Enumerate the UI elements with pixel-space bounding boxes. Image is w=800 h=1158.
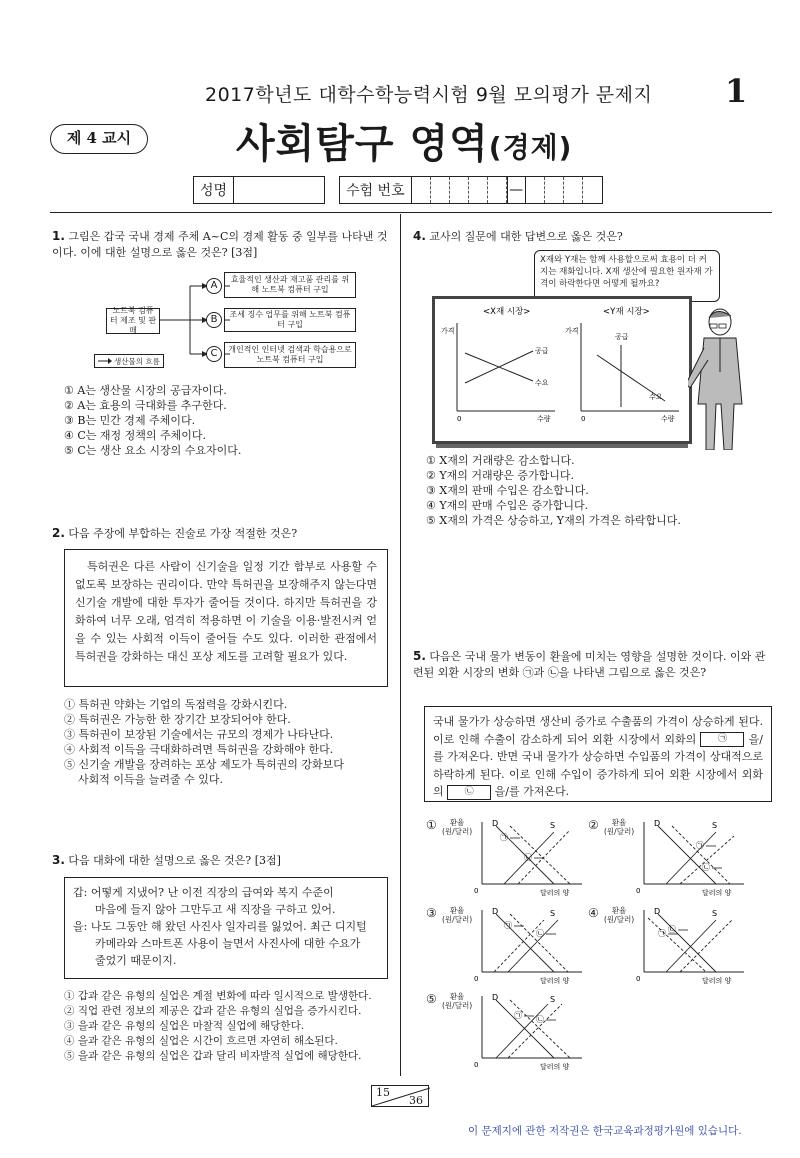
origin-label: 0 bbox=[474, 887, 479, 895]
dialog-line-eul bbox=[73, 918, 379, 935]
name-label: 성명 bbox=[194, 177, 234, 203]
q5-option-graph[interactable] bbox=[426, 818, 576, 898]
demand-curve bbox=[648, 918, 706, 972]
demand-label: 수요 bbox=[649, 393, 663, 401]
dialog-text: 마음에 들지 않아 그만두고 새 직장을 구하고 있어. bbox=[95, 903, 336, 916]
option-continuation: 사회적 이득을 늘려줄 수 있다. bbox=[78, 773, 223, 786]
subject-name: 사회탐구 영역 bbox=[236, 121, 489, 167]
name-box bbox=[193, 176, 325, 204]
marker-2: ㉡ bbox=[536, 1015, 544, 1024]
teacher-illustration bbox=[688, 304, 746, 450]
question-text: 다음 주장에 부합하는 진술로 가장 적절한 것은? bbox=[68, 527, 298, 540]
entity-c-desc: 개인적인 인터넷 검색과 학습용으로 노트북 컴퓨터 구입 bbox=[224, 342, 356, 368]
y-axis-unit: (원/달러) bbox=[442, 827, 473, 836]
option[interactable]: ③ X재의 판매 수입은 감소합니다. bbox=[426, 484, 589, 497]
q5-option-graph[interactable] bbox=[426, 992, 576, 1072]
question-4 bbox=[413, 228, 773, 245]
x-axis-label: 달러의 양 bbox=[540, 889, 570, 897]
question-number: 2. bbox=[52, 526, 65, 540]
option-number: ① bbox=[426, 818, 437, 832]
option[interactable]: ④ 을과 같은 유형의 실업은 시간이 흐르면 자연히 해소된다. bbox=[64, 1035, 338, 1047]
exam-number-cell[interactable] bbox=[450, 177, 469, 203]
x-axis-label: 달러의 양 bbox=[540, 1063, 570, 1071]
exam-number-box bbox=[339, 176, 603, 204]
supply-label: S bbox=[712, 909, 718, 918]
option[interactable]: ① A는 생산물 시장의 공급자이다. bbox=[64, 384, 227, 397]
option[interactable]: ① 갑과 같은 유형의 실업은 계절 변화에 따라 일시적으로 발생한다. bbox=[64, 990, 372, 1002]
y-axis-label bbox=[442, 992, 472, 1010]
q3-dialog bbox=[64, 877, 388, 979]
supply-curve bbox=[508, 920, 558, 972]
option[interactable]: ② 직업 관련 정보의 제공은 갑과 같은 유형의 실업을 증가시킨다. bbox=[64, 1005, 362, 1017]
q2-passage: 특허권은 다른 사람이 신기술을 일정 기간 함부로 사용할 수 없도록 보장하는 권리이다. 만약 특허권을 보장해주지 않는다면 신기술 개발에 대한 투자가 줄어들 것이다. 하지만 특허권을 강화하여 너무 오래, 엄격히 적용하면 이 기술을 이용·발전시켜 얻을 수 있는 사회적 이득이 줄어들 수도 있다. 이러한 관점에서 특허권을 강화하는 대신 포상 제도를 고려할 필요가 있다. bbox=[64, 549, 388, 687]
question-1-stem bbox=[52, 228, 392, 261]
y-axis-title: 환율 bbox=[449, 992, 465, 1001]
entity-b: B bbox=[206, 312, 222, 328]
demand-label: D bbox=[492, 907, 499, 916]
qty-label: 수량 bbox=[661, 415, 675, 423]
question-3 bbox=[52, 852, 392, 869]
x-market-title: <X재 시장> bbox=[483, 307, 531, 317]
option[interactable]: ① 특허권 약화는 기업의 독점력을 강화시킨다. bbox=[64, 698, 288, 711]
exam-number-cell[interactable] bbox=[488, 177, 507, 203]
demand-label: 수요 bbox=[535, 379, 549, 387]
supply-curve bbox=[680, 836, 734, 884]
question-number: 3. bbox=[52, 853, 65, 867]
demand-curve bbox=[658, 826, 716, 884]
marker-1: ㉠ bbox=[500, 833, 508, 842]
exam-number-cell[interactable] bbox=[526, 177, 545, 203]
exam-number-cell[interactable] bbox=[431, 177, 450, 203]
y-axis-title: 환율 bbox=[611, 818, 627, 827]
q5-option-graph[interactable] bbox=[588, 906, 738, 986]
marker-2: ㉡ bbox=[668, 925, 676, 934]
teacher-speech-bubble: X재와 Y재는 함께 사용할으로써 효용이 더 커지는 재화입니다. X재 생산에 필요한 원자재 가격이 하락한다면 어떻게 될까요? bbox=[534, 250, 720, 302]
exchange-market-graph bbox=[474, 906, 594, 986]
price-label: 가격 bbox=[565, 327, 579, 335]
copyright-notice: 이 문제지에 관한 저작권은 한국교육과정평가원에 있습니다. bbox=[468, 1125, 742, 1137]
y-axis-title: 환율 bbox=[611, 906, 627, 915]
demand-curve bbox=[510, 1000, 570, 1058]
q4-options bbox=[426, 453, 681, 528]
legend-text: 생산물의 흐름 bbox=[114, 356, 160, 366]
name-field[interactable] bbox=[234, 177, 324, 203]
question-5 bbox=[413, 648, 775, 681]
demand-label: D bbox=[492, 993, 499, 1002]
supply-label: S bbox=[550, 995, 556, 1004]
supply-label: 공급 bbox=[535, 347, 549, 355]
page-number: 1 bbox=[725, 72, 748, 110]
page-current: 15 bbox=[376, 1086, 390, 1099]
y-axis-title: 환율 bbox=[449, 906, 465, 915]
supply-label: S bbox=[712, 821, 718, 830]
y-axis-unit: (원/달러) bbox=[604, 827, 635, 836]
y-axis-unit: (원/달러) bbox=[442, 1001, 473, 1010]
option[interactable]: ② Y재의 거래량은 증가합니다. bbox=[426, 469, 574, 482]
demand-curve bbox=[672, 826, 730, 884]
origin-label: 0 bbox=[474, 1061, 479, 1069]
x-axis-label: 달러의 양 bbox=[540, 977, 570, 985]
whiteboard bbox=[432, 296, 692, 444]
supply-curve bbox=[494, 920, 544, 972]
option[interactable]: ④ 사회적 이득을 극대화하려면 특허권을 강화해야 한다. bbox=[64, 743, 334, 756]
blank-2: ㉡ bbox=[447, 785, 491, 800]
dialog-text: 카메라와 스마트폰 사용이 늘면서 사진사에 대한 수요가 bbox=[95, 937, 361, 950]
x-axis-label: 달러의 양 bbox=[702, 889, 732, 897]
question-text: 다음 대화에 대한 설명으로 옳은 것은? [3점] bbox=[68, 854, 281, 867]
origin-label: 0 bbox=[636, 975, 641, 983]
origin-label: 0 bbox=[636, 887, 641, 895]
board-ledge bbox=[436, 444, 688, 448]
origin-label: 0 bbox=[581, 415, 586, 423]
demand-curve bbox=[658, 914, 716, 972]
question-number: 1. bbox=[52, 229, 65, 243]
entity-c: C bbox=[206, 346, 222, 362]
origin-label: 0 bbox=[474, 975, 479, 983]
supply-curve bbox=[680, 920, 732, 972]
option[interactable]: ② 특허권은 가능한 한 장기간 보장되어야 한다. bbox=[64, 713, 291, 726]
exchange-market-graph bbox=[474, 992, 594, 1072]
origin-label: 0 bbox=[457, 415, 462, 423]
exam-number-cell[interactable] bbox=[412, 177, 431, 203]
q1-options bbox=[64, 383, 241, 458]
column-divider bbox=[400, 214, 401, 1076]
exchange-market-graph bbox=[636, 818, 756, 898]
exam-number-cell[interactable] bbox=[583, 177, 602, 203]
exchange-market-graph bbox=[636, 906, 756, 986]
demand-label: D bbox=[654, 907, 661, 916]
exchange-market-graph bbox=[474, 818, 594, 898]
x-axis-label: 달러의 양 bbox=[702, 977, 732, 985]
question-2 bbox=[52, 525, 392, 542]
source-box: 노트북 컴퓨터 제조 및 판매 bbox=[106, 308, 160, 334]
question-number: 5. bbox=[413, 649, 426, 663]
subject-title bbox=[236, 112, 572, 169]
price-label: 가격 bbox=[441, 327, 455, 335]
option-number: ④ bbox=[588, 906, 599, 920]
q3-options bbox=[64, 989, 372, 1064]
dialog-text: 나도 그동안 해 왔던 사진사 일자리를 잃었어. 최근 디지털 bbox=[90, 920, 367, 933]
period-badge: 제 4 교시 bbox=[50, 124, 148, 154]
supply-label: 공급 bbox=[615, 333, 629, 341]
option[interactable]: ④ Y재의 판매 수입은 증가합니다. bbox=[426, 499, 589, 512]
option-number: ⑤ bbox=[426, 992, 437, 1006]
option[interactable]: ⑤ 을과 같은 유형의 실업은 갑과 달리 비자발적 실업에 해당한다. bbox=[64, 1050, 362, 1062]
marker-2: ㉡ bbox=[702, 863, 710, 872]
blank-1: ㉠ bbox=[700, 732, 744, 747]
header-rule bbox=[50, 212, 772, 213]
question-text: 다음은 국내 물가 변동이 환율에 미치는 영향을 설명한 것이다. 이와 관련된 외환 시장의 변화 ㉠과 ㉡을 나타낸 그림으로 옳은 것은? bbox=[413, 650, 766, 679]
marker-1: ㉠ bbox=[696, 841, 704, 850]
option[interactable]: ⑤ 신기술 개발을 장려하는 포상 제도가 특허권의 강화보다 bbox=[64, 758, 344, 771]
entity-b-desc: 조세 징수 업무를 위해 노트북 컴퓨터 구입 bbox=[224, 308, 356, 332]
question-text: 그림은 갑국 국내 경제 주체 A~C의 경제 활동 중 일부를 나타낸 것이다. 이에 대한 설명으로 옳은 것은? [3점] bbox=[52, 230, 388, 259]
option[interactable]: ③ 특허권이 보장된 기술에서는 규모의 경제가 나타난다. bbox=[64, 728, 334, 741]
demand-curve bbox=[510, 826, 570, 884]
entity-a: A bbox=[206, 278, 222, 294]
demand-label: D bbox=[654, 819, 661, 828]
exam-number-dash: — bbox=[507, 177, 526, 203]
option-number: ③ bbox=[426, 906, 437, 920]
exam-number-cell[interactable] bbox=[469, 177, 488, 203]
y-market-title: <Y재 시장> bbox=[603, 307, 650, 317]
identity-row bbox=[193, 176, 603, 204]
marker-1: ㉠ bbox=[514, 1011, 522, 1020]
option[interactable]: ④ C는 재정 정책의 주체이다. bbox=[64, 429, 207, 442]
page-indicator bbox=[371, 1085, 429, 1107]
y-axis-label bbox=[604, 906, 634, 924]
supply-label: S bbox=[550, 909, 556, 918]
exam-number-cell[interactable] bbox=[564, 177, 583, 203]
option[interactable]: ⑤ X재의 가격은 상승하고, Y재의 가격은 하락합니다. bbox=[426, 514, 681, 527]
dialog-line-gap bbox=[73, 884, 379, 901]
qty-label: 수량 bbox=[537, 415, 551, 423]
subject-sub: (경제) bbox=[488, 131, 573, 164]
y-axis-unit: (원/달러) bbox=[604, 915, 635, 924]
y-axis-label bbox=[604, 818, 634, 836]
option[interactable]: ③ 을과 같은 유형의 실업은 마찰적 실업에 해당한다. bbox=[64, 1020, 305, 1032]
option-number: ② bbox=[588, 818, 599, 832]
exam-title: 2017학년도 대학수학능력시험 9월 모의평가 문제지 bbox=[205, 84, 653, 106]
dialog-text: 줄었기 때문이지. bbox=[95, 954, 177, 967]
flow-legend bbox=[94, 354, 164, 368]
marker-2: ㉡ bbox=[536, 929, 544, 938]
supply-label: S bbox=[550, 821, 556, 830]
q5-option-graph[interactable] bbox=[588, 818, 738, 898]
question-1 bbox=[52, 228, 392, 261]
option[interactable]: ① X재의 거래량은 감소합니다. bbox=[426, 454, 575, 467]
exam-number-cell[interactable] bbox=[545, 177, 564, 203]
q5-passage bbox=[424, 706, 772, 802]
q5-option-graph[interactable] bbox=[426, 906, 576, 986]
speaker: 을: bbox=[73, 920, 88, 933]
speaker: 갑: bbox=[73, 886, 88, 899]
demand-curve bbox=[510, 914, 568, 972]
option[interactable]: ② A는 효용의 극대화를 추구한다. bbox=[64, 399, 227, 412]
arrow-icon bbox=[98, 357, 112, 365]
marker-2: ㉡ bbox=[524, 853, 532, 862]
question-number: 4. bbox=[413, 229, 426, 243]
passage-text: 을/를 가져온다. 반면 국내 물가가 상승하면 수입품의 가격이 상대적으로 하락하게 된다. 이로 인해 수입이 증가하게 되어 외환 시장에서 외화의 bbox=[433, 732, 764, 798]
dialog-text: 어떻게 지냈어? 난 이전 직장의 급여와 복지 수준이 bbox=[90, 886, 334, 899]
demand-label: D bbox=[492, 819, 499, 828]
page-total: 36 bbox=[409, 1094, 423, 1107]
y-axis-label bbox=[442, 906, 472, 924]
option[interactable]: ③ B는 민간 경제 주체이다. bbox=[64, 414, 196, 427]
q2-options bbox=[64, 697, 344, 787]
passage-text: 국내 물가가 상승하면 생산비 증가로 수출품의 가격이 상승하게 된다. 이로 인해 수출이 감소하게 되어 외환 시장에서 외화의 bbox=[433, 715, 763, 746]
y-axis-unit: (원/달러) bbox=[442, 915, 473, 924]
exam-number-label: 수험 번호 bbox=[340, 177, 412, 203]
option[interactable]: ⑤ C는 생산 요소 시장의 수요자이다. bbox=[64, 444, 242, 457]
question-text: 교사의 질문에 대한 답변으로 옳은 것은? bbox=[429, 230, 623, 243]
marker-1: ㉠ bbox=[658, 929, 666, 938]
market-graphs bbox=[435, 299, 689, 441]
y-axis-label bbox=[442, 818, 472, 836]
entity-a-desc: 효율적인 생산과 재고품 관리를 위해 노트북 컴퓨터 구입 bbox=[224, 272, 356, 298]
passage-text: 을/를 가져온다. bbox=[494, 785, 570, 798]
marker-1: ㉠ bbox=[504, 921, 512, 930]
y-axis-title: 환율 bbox=[449, 818, 465, 827]
